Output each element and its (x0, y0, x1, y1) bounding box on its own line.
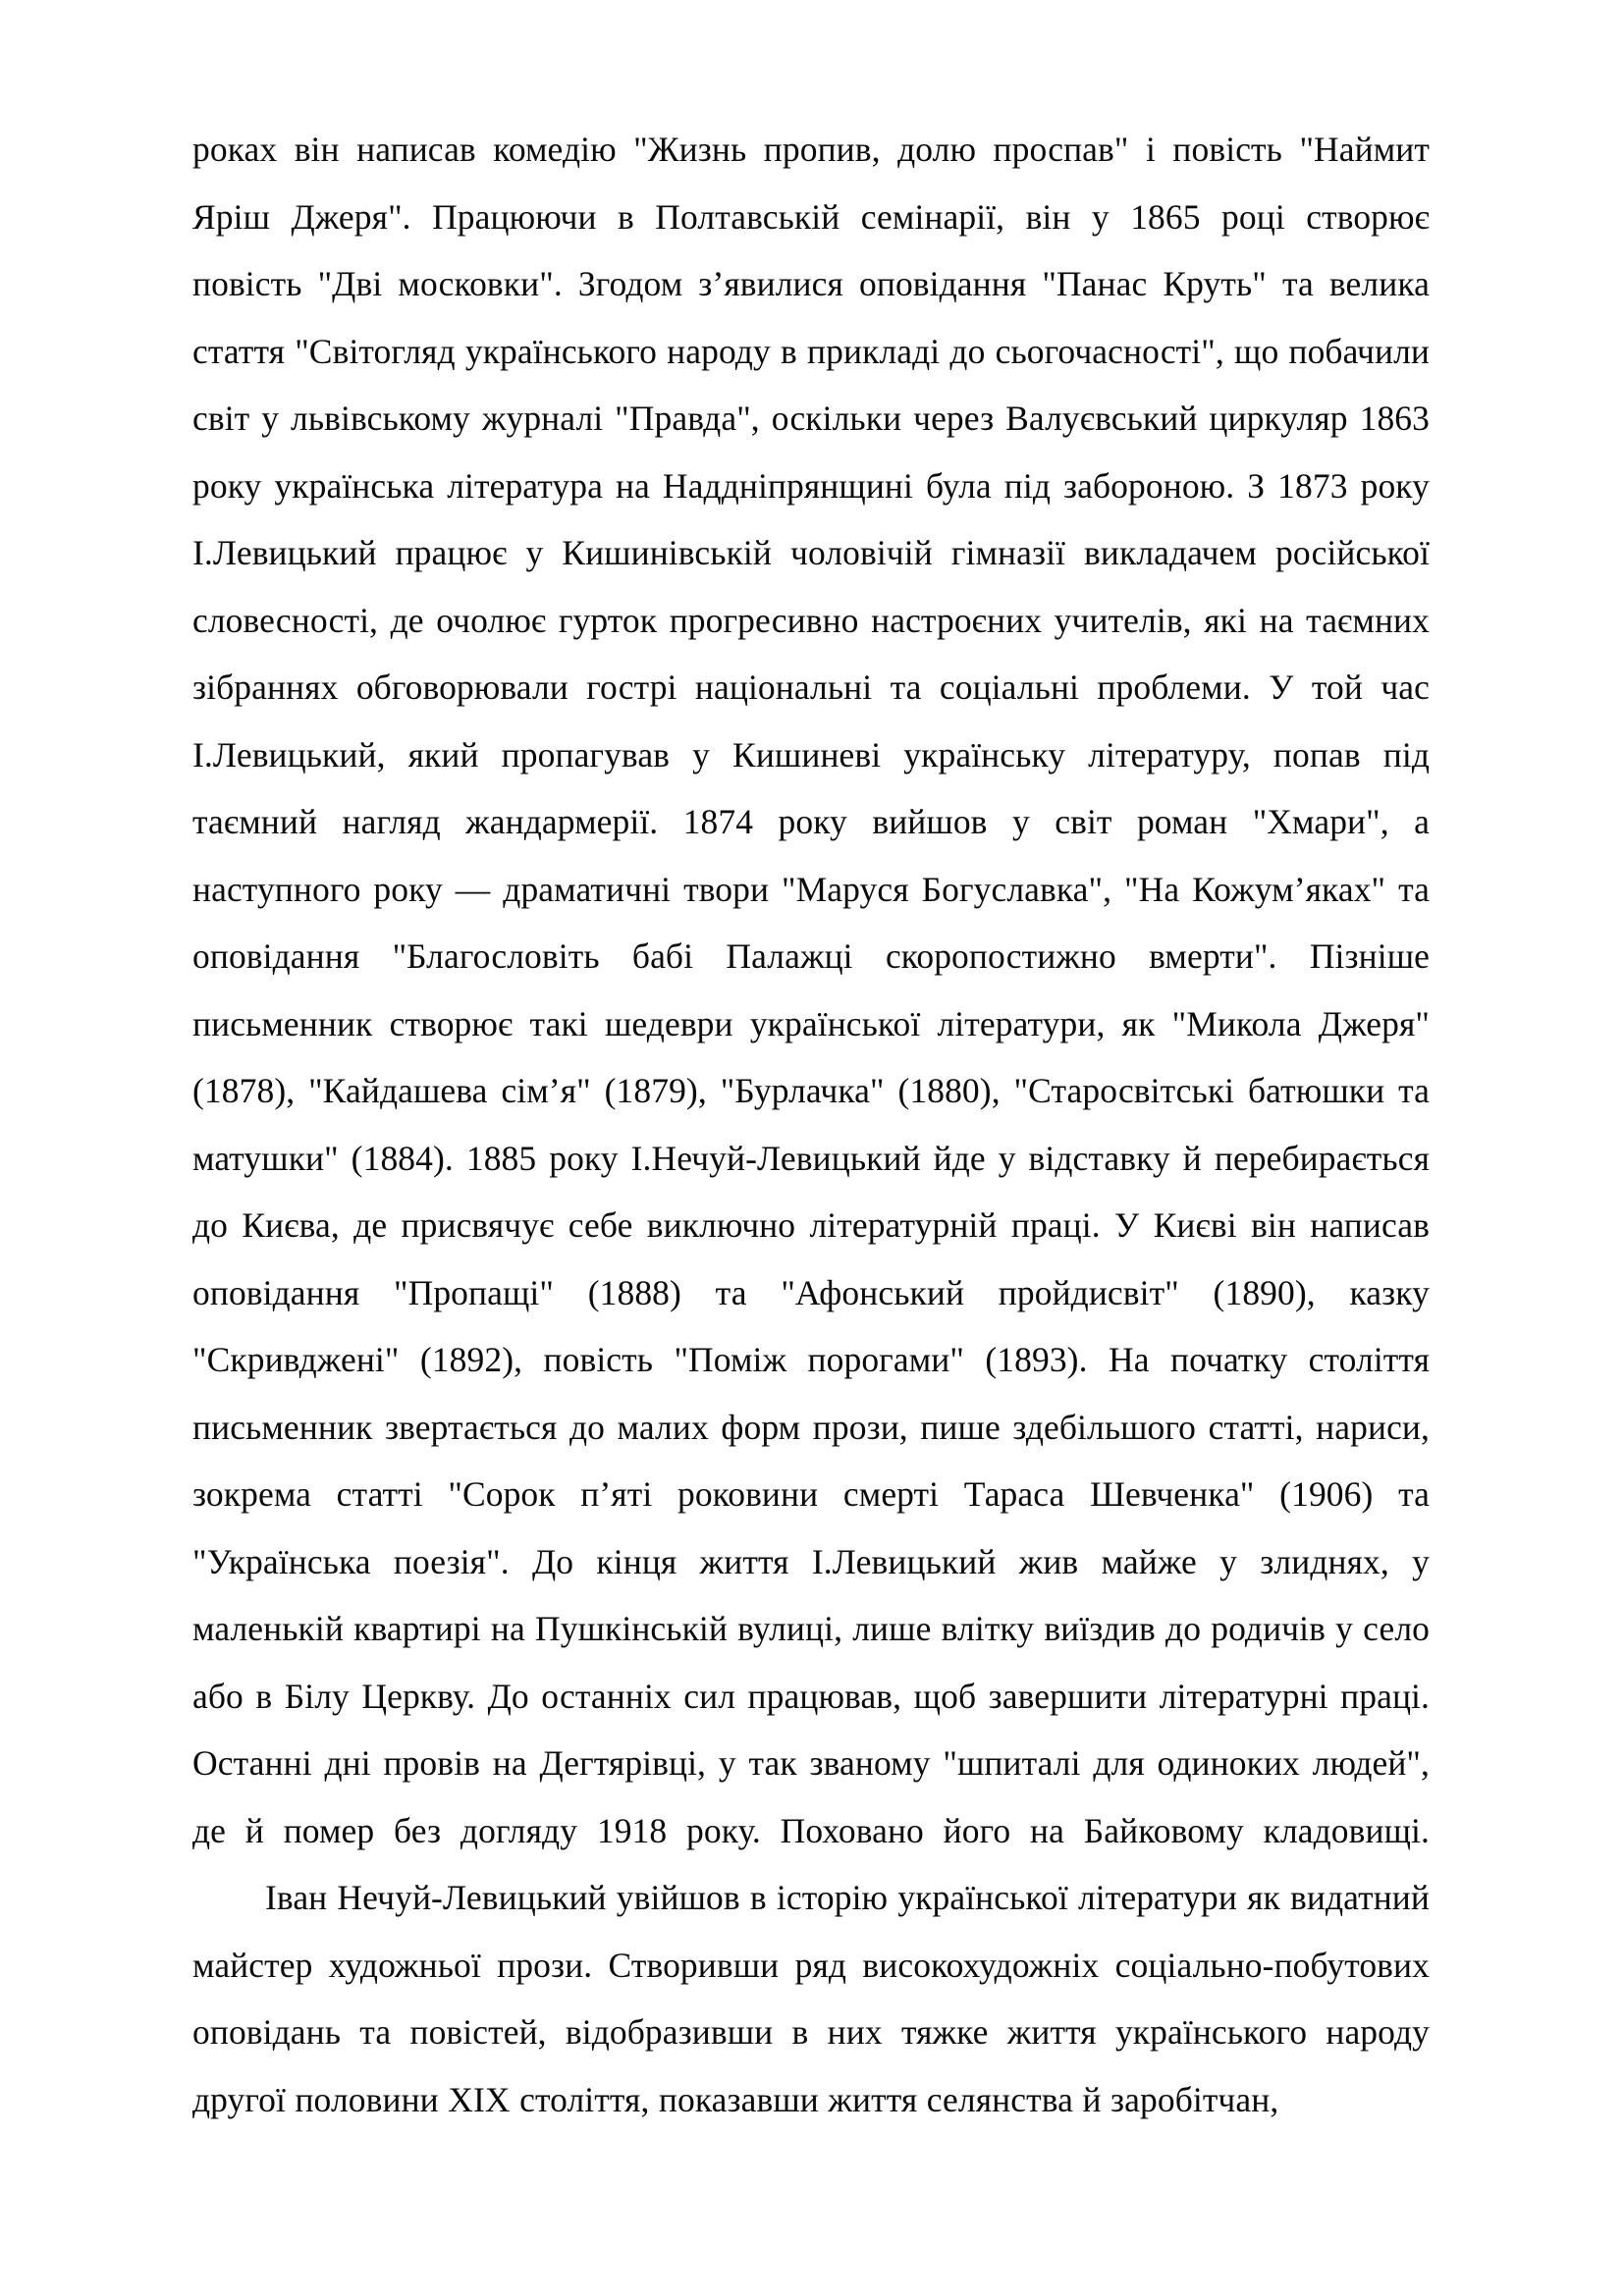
paragraph-biography-continued: роках він написав комедію "Жизнь пропив, долю проспав" і повість "Наймит Яріш Джеря". Працюючи в Полтавській семінарії, він у 1865 році створює повість "Дві московки". Згодом з’явилися оповідання "Панас Круть" та велика стаття "Світогляд українського народу в прикладі до сьогочасності", що побачили світ у львівському журналі "Правда", оскільки через Валуєвський циркуляр 1863 року українська література на Наддніпрянщині була під забороною. З 1873 року І.Левицький працює у Кишинівській чоловічій гімназії викладачем російської словесності, де очолює гурток прогресивно настроєних учителів, які на таємних зібраннях обговорювали гострі національні та соціальні проблеми. У той час І.Левицький, який пропагував у Кишиневі українську літературу, попав під таємний нагляд жандармерії. 1874 року вийшов у світ роман "Хмари", а наступного року — драматичні твори "Маруся Богуславка", "На Кожум’яках" та оповідання "Благословіть бабі Палажці скоропостижно вмерти". Пізніше письменник створює такі шедеври української літератури, як "Микола Джеря" (1878), "Кайдашева сім’я" (1879), "Бурлачка" (1880), "Старосвітські батюшки та матушки" (1884). 1885 року І.Нечуй-Левицький йде у відставку й перебирається до Києва, де присвячує себе виключно літературній праці. У Києві він написав оповідання "Пропащі" (1888) та "Афонський пройдисвіт" (1890), казку "Скривджені" (1892), повість "Поміж порогами" (1893). На початку століття письменник звертається до малих форм прози, пише здебільшого статті, нариси, зокрема статті "Сорок п’яті роковини смерті Тараса Шевченка" (1906) та "Українська поезія". До кінця життя І.Левицький жив майже у злиднях, у маленькій квартирі на Пушкінській вулиці, лише влітку виїздив до родичів у село або в Білу Церкву. До останніх сил працював, щоб завершити літературні праці. Останні дні провів на Дегтярівці, у так званому "шпиталі для одиноких людей", де й помер без догляду 1918 року. Поховано його на Байковому кладовищі. (192, 130, 1430, 1850)
text-column (192, 116, 1430, 2133)
paragraph-legacy: Іван Нечуй-Левицький увійшов в історію української літератури як видатний майстер художньої прози. Створивши ряд високохудожніх соціально-побутових оповідань та повістей, відобразивши в них тяжке життя українського народу другої половини ХІХ століття, показавши життя селянства й заробітчан, (192, 1878, 1430, 2119)
